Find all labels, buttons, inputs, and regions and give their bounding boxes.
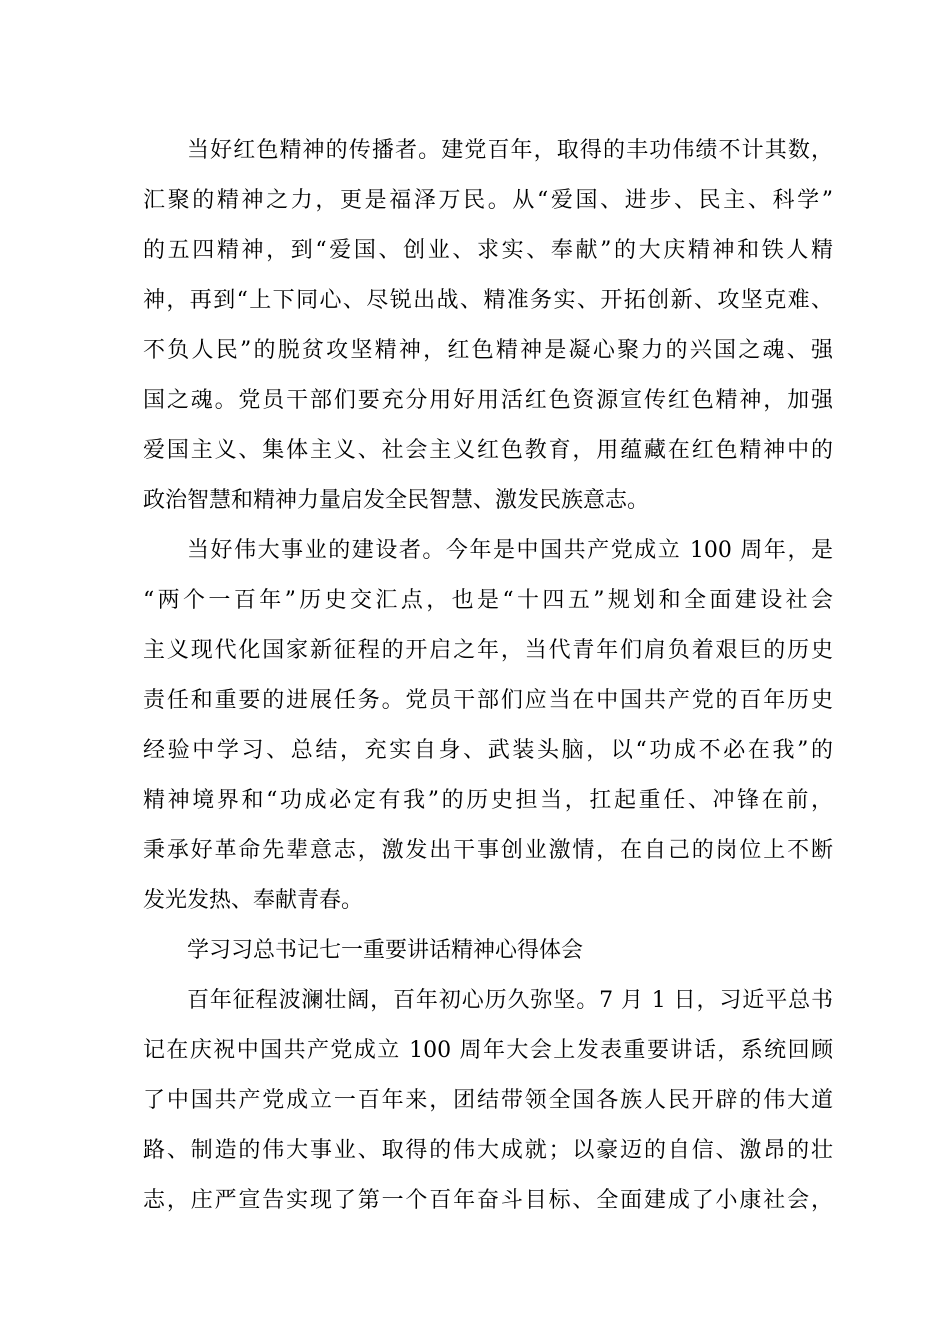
text-line: “两个一百年”历史交汇点，也是“十四五”规划和全面建设社会 [143,588,833,613]
document-body [143,126,833,1226]
text-line: 秉承好革命先辈意志，激发出干事创业激情，在自己的岗位上不断 [143,838,833,863]
text-line: 国之魂。党员干部们要充分用好用活红色资源宣传红色精神，加强 [143,388,833,413]
text-line: 不负人民”的脱贫攻坚精神，红色精神是凝心聚力的兴国之魂、强 [143,338,833,363]
text-line: 主义现代化国家新征程的开启之年，当代青年们肩负着艰巨的历史 [143,638,833,663]
text-line: 路、制造的伟大事业、取得的伟大成就；以豪迈的自信、激昂的壮 [143,1138,833,1163]
text-line: 发光发热、奉献青春。 [143,888,364,913]
text-line: 责任和重要的进展任务。党员干部们应当在中国共产党的百年历史 [143,688,833,713]
paragraph-first-line: 学习习总书记七一重要讲话精神心得体会 [187,938,584,963]
text-line: 爱国主义、集体主义、社会主义红色教育，用蕴藏在红色精神中的 [143,438,833,463]
text-line: 政治智慧和精神力量启发全民智慧、激发民族意志。 [143,488,650,513]
paragraph-first-line: 当好伟大事业的建设者。今年是中国共产党成立 100 周年，是 [187,538,833,563]
paragraph-first-line: 百年征程波澜壮阔，百年初心历久弥坚。7 月 1 日，习近平总书 [187,988,833,1013]
text-line: 神，再到“上下同心、尽锐出战、精准务实、开拓创新、攻坚克难、 [143,288,833,313]
text-line: 记在庆祝中国共产党成立 100 周年大会上发表重要讲话，系统回顾 [143,1038,833,1063]
text-line: 志，庄严宣告实现了第一个百年奋斗目标、全面建成了小康社会， [143,1188,833,1213]
text-line: 汇聚的精神之力，更是福泽万民。从“爱国、进步、民主、科学” [143,188,833,213]
paragraph-first-line: 当好红色精神的传播者。建党百年，取得的丰功伟绩不计其数， [187,138,833,163]
text-line: 精神境界和“功成必定有我”的历史担当，扛起重任、冲锋在前， [143,788,833,813]
text-line: 了中国共产党成立一百年来，团结带领全国各族人民开辟的伟大道 [143,1088,833,1113]
text-line: 经验中学习、总结，充实自身、武装头脑，以“功成不必在我”的 [143,738,833,763]
text-line: 的五四精神，到“爱国、创业、求实、奉献”的大庆精神和铁人精 [143,238,833,263]
